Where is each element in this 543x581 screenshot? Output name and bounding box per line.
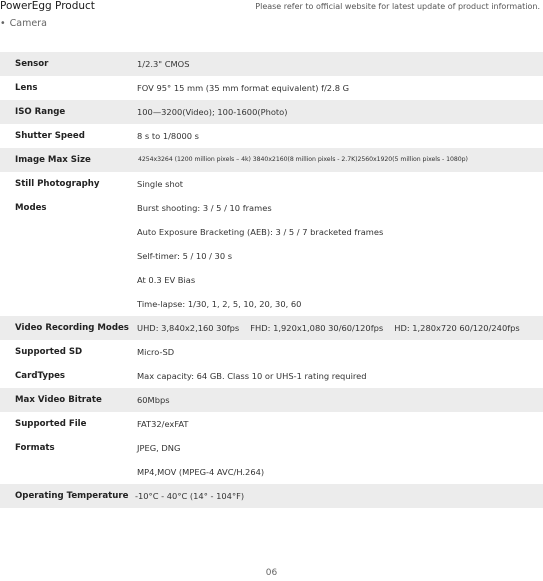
video-mode-uhd: UHD: 3,840x2,160 30fps xyxy=(137,323,240,333)
spec-row-modes xyxy=(0,196,543,220)
spec-row-supported-sd xyxy=(0,340,543,364)
spec-label: Image Max Size xyxy=(15,155,91,165)
spec-label: Shutter Speed xyxy=(15,131,85,141)
spec-row-modes-aeb xyxy=(0,220,543,244)
spec-row-still-photography xyxy=(0,172,543,196)
spec-label: Modes xyxy=(15,203,47,213)
spec-table xyxy=(0,52,543,508)
spec-row-lens xyxy=(0,76,543,100)
spec-label: Sensor xyxy=(15,59,49,69)
spec-value: 1/2.3" CMOS xyxy=(137,59,190,69)
spec-label: Video Recording Modes xyxy=(15,323,129,333)
spec-row-modes-ev-bias xyxy=(0,268,543,292)
page-number: 06 xyxy=(265,568,278,578)
spec-value: -10°C - 40°C (14° - 104°F) xyxy=(135,491,245,501)
spec-label: CardTypes xyxy=(15,371,66,381)
section-heading-camera xyxy=(0,18,47,29)
video-mode-fhd: FHD: 1,920x1,080 30/60/120fps xyxy=(250,323,384,333)
spec-row-formats-video xyxy=(0,460,543,484)
spec-label: Operating Temperature xyxy=(15,491,129,501)
spec-value: Micro-SD xyxy=(137,347,175,357)
spec-value: Single shot xyxy=(137,179,184,189)
spec-value: 4254x3264 (1200 million pixels – 4k) 3840x2160(8 million pixels - 2.7K)2560x1920(5 million pixels - 1080p) xyxy=(138,156,468,163)
spec-value: FOV 95° 15 mm (35 mm format equivalent) f/2.8 G xyxy=(137,83,350,93)
spec-label: Formats xyxy=(15,443,55,453)
spec-value: Burst shooting: 3 / 5 / 10 frames xyxy=(137,203,272,213)
spec-value: FAT32/exFAT xyxy=(137,419,189,429)
page-header xyxy=(0,0,543,14)
spec-value: Max capacity: 64 GB. Class 10 or UHS-1 rating required xyxy=(137,371,367,381)
spec-value: MP4,MOV (MPEG-4 AVC/H.264) xyxy=(137,467,265,477)
spec-value: Self-timer: 5 / 10 / 30 s xyxy=(137,251,233,261)
website-notice: Please refer to official website for latest update of product information. xyxy=(255,2,540,11)
product-title: PowerEgg Product xyxy=(0,0,95,12)
spec-value: JPEG, DNG xyxy=(137,443,181,453)
spec-value: 8 s to 1/8000 s xyxy=(137,131,199,141)
spec-row-shutter-speed xyxy=(0,124,543,148)
bullet-icon: • xyxy=(0,18,6,29)
spec-row-iso-range xyxy=(0,100,543,124)
spec-row-modes-time-lapse xyxy=(0,292,543,316)
spec-value: Time-lapse: 1/30, 1, 2, 5, 10, 20, 30, 60 xyxy=(137,299,302,309)
spec-label: Supported SD xyxy=(15,347,83,357)
spec-row-supported-file xyxy=(0,412,543,436)
spec-row-sensor xyxy=(0,52,543,76)
spec-value: 60Mbps xyxy=(137,395,170,405)
spec-value: 100—3200(Video); 100-1600(Photo) xyxy=(137,107,288,117)
video-mode-hd: HD: 1,280x720 60/120/240fps xyxy=(394,323,520,333)
spec-label: ISO Range xyxy=(15,107,66,117)
spec-value: Auto Exposure Bracketing (AEB): 3 / 5 / 7 bracketed frames xyxy=(137,227,384,237)
spec-row-operating-temperature xyxy=(0,484,543,508)
spec-row-video-recording-modes xyxy=(0,316,543,340)
spec-value xyxy=(137,316,531,340)
spec-label: Lens xyxy=(15,83,38,93)
spec-value: At 0.3 EV Bias xyxy=(137,275,196,285)
spec-row-card-types xyxy=(0,364,543,388)
spec-row-formats xyxy=(0,436,543,460)
section-title: Camera xyxy=(9,18,47,29)
spec-label: Still Photography xyxy=(15,179,100,189)
spec-row-image-max-size xyxy=(0,148,543,172)
spec-label: Supported File xyxy=(15,419,87,429)
spec-row-max-video-bitrate xyxy=(0,388,543,412)
spec-row-modes-self-timer xyxy=(0,244,543,268)
spec-label: Max Video Bitrate xyxy=(15,395,102,405)
